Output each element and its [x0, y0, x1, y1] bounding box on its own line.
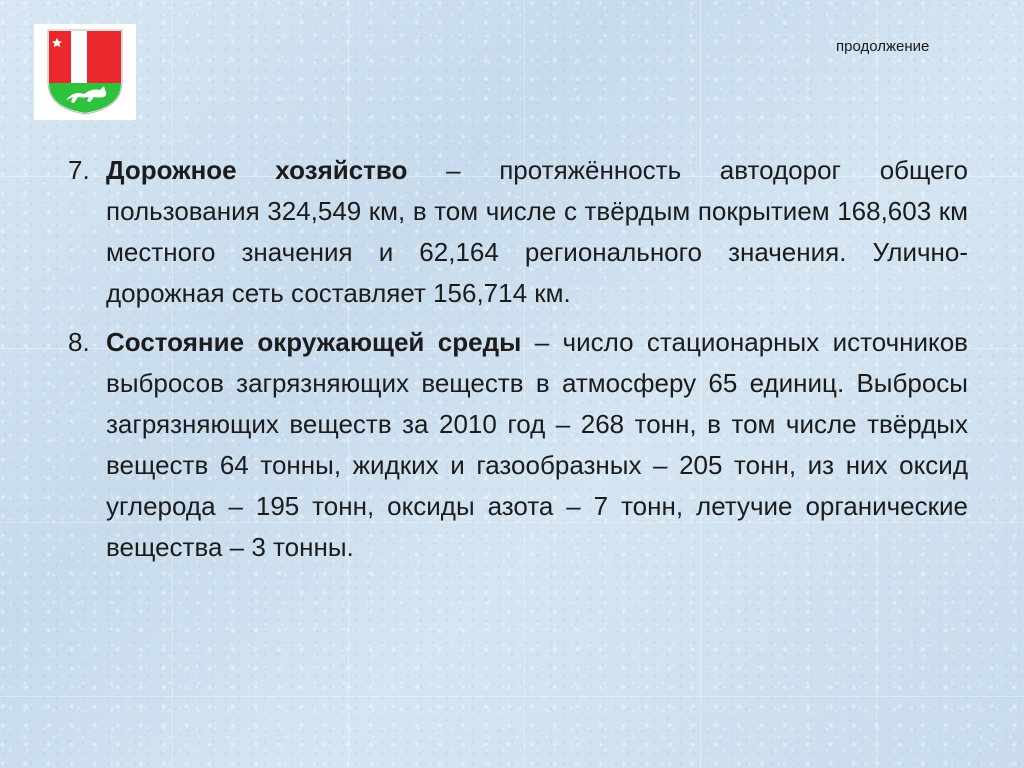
slide-body	[68, 150, 968, 568]
continuation-label: продолжение	[836, 38, 930, 55]
list-item-text	[106, 322, 968, 568]
list-item-body: – число стационарных источников выбросов загрязняющих веществ в атмосферу 65 единиц. Выбросы загрязняющих веществ за 2010 год – 268 тонн, в том числе твёрдых веществ 64 тонны, жидких и газообразных – 205 тонн, из них оксид углерода – 195 тонн, оксиды азота – 7 тонн, летучие органические вещества – 3 тонны.	[106, 327, 968, 562]
list-item-environment	[68, 322, 968, 568]
coat-of-arms-icon	[34, 24, 136, 120]
list-item-heading: Состояние окружающей среды	[106, 327, 522, 357]
list-item-body: – протяжённость автодорог общего пользования 324,549 км, в том числе с твёрдым покрытием 168,603 км местного значения и 62,164 регионального значения. Улично-дорожная сеть составляет 156,714 км.	[106, 155, 968, 308]
list-item-roads	[68, 150, 968, 314]
list-item-number: 8.	[68, 327, 90, 357]
list-item-number: 7.	[68, 155, 90, 185]
list-item-text	[106, 150, 968, 314]
list-item-heading: Дорожное хозяйство	[106, 155, 408, 185]
